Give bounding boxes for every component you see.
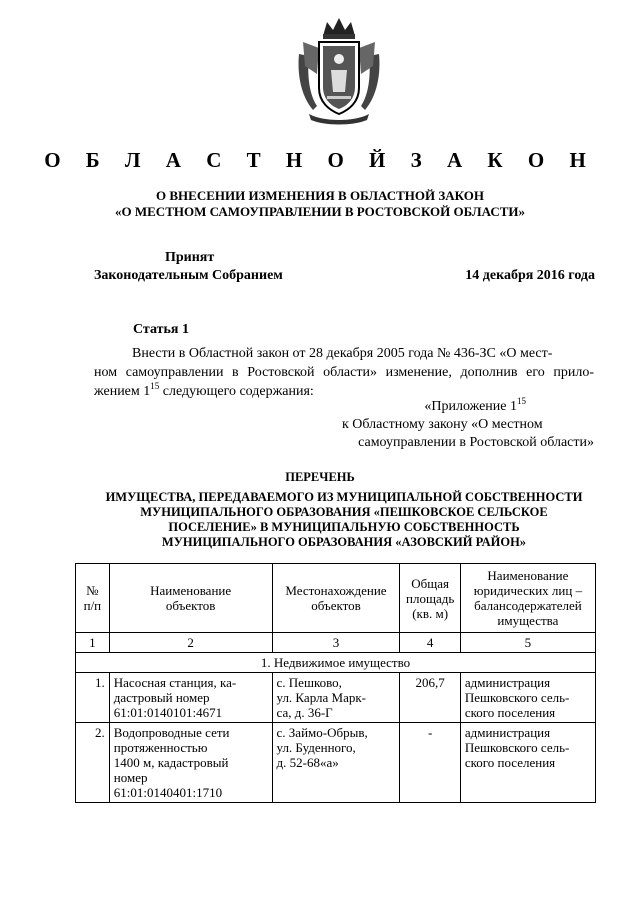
holder-cell: администрация Пешковского сель- ского поселения bbox=[460, 723, 595, 803]
area-cell: - bbox=[400, 723, 460, 803]
appendix-line: «Приложение $1^{15}$ bbox=[424, 396, 526, 414]
document-subtitle bbox=[60, 188, 580, 220]
article-line: Внести в Областной закон от 28 декабря 2005 года № 436-ЗС «О мест- bbox=[132, 346, 553, 361]
property-table bbox=[75, 563, 596, 803]
object-name-cell: Водопроводные сети протяженностью 1400 м, кадастровый номер 61:01:0140401:1710 bbox=[109, 723, 272, 803]
holder-cell: администрация Пешковского сель- ского поселения bbox=[460, 673, 595, 723]
subtitle-line: «О МЕСТНОМ САМОУПРАВЛЕНИИ В РОСТОВСКОЙ ОБЛАСТИ» bbox=[115, 204, 525, 219]
article-line: жением $1^{15}$ следующего содержания: bbox=[94, 381, 314, 399]
table-header-row bbox=[76, 564, 596, 633]
row-number: 2. bbox=[76, 723, 110, 803]
appendix-line: самоуправлении в Ростовской области» bbox=[358, 435, 594, 450]
column-numbering-row: 1 2 3 4 5 bbox=[76, 633, 596, 653]
object-name-cell: Насосная станция, ка- дастровый номер 61:01:0140101:4671 bbox=[109, 673, 272, 723]
header-number: № п/п bbox=[76, 564, 110, 633]
document-title: О Б Л А С Т Н О Й З А К О Н bbox=[44, 148, 596, 172]
section-row bbox=[76, 653, 596, 673]
header-location: Местонахождение объектов bbox=[272, 564, 400, 633]
adopted-label: Принят bbox=[165, 250, 215, 265]
header-holder: Наименование юридических лиц – балансодержателей имущества bbox=[460, 564, 595, 633]
subtitle-line: О ВНЕСЕНИИ ИЗМЕНЕНИЯ В ОБЛАСТНОЙ ЗАКОН bbox=[156, 188, 484, 203]
adopted-date: 14 декабря 2016 года bbox=[465, 268, 595, 283]
list-title: ПЕРЕЧЕНЬ bbox=[285, 470, 355, 484]
location-cell: с. Пешково, ул. Карла Марк- са, д. 36-Г bbox=[272, 673, 400, 723]
header-object-name: Наименование объектов bbox=[109, 564, 272, 633]
article-line: ном самоуправлении в Ростовской области» изменение, дополнив его прило- bbox=[94, 365, 594, 380]
adopted-by: Законодательным Собранием bbox=[94, 268, 283, 283]
article-body bbox=[94, 344, 594, 401]
area-cell: 206,7 bbox=[400, 673, 460, 723]
table-row bbox=[76, 673, 596, 723]
header-area: Общая площадь (кв. м) bbox=[400, 564, 460, 633]
list-subtitle: ИМУЩЕСТВА, ПЕРЕДАВАЕМОГО ИЗ МУНИЦИПАЛЬНОЙ СОБСТВЕННОСТИ МУНИЦИПАЛЬНОГО ОБРАЗОВАНИЯ «ПЕШКОВСКОЕ СЕЛЬСКОЕ ПОСЕЛЕНИЕ» В МУНИЦИПАЛЬНУЮ СОБСТВЕННОСТЬ МУНИЦИПАЛЬНОГО ОБРАЗОВАНИЯ «АЗОВСКИЙ РАЙОН» bbox=[105, 490, 583, 549]
appendix-reference bbox=[334, 398, 594, 452]
table-row bbox=[76, 723, 596, 803]
row-number: 1. bbox=[76, 673, 110, 723]
location-cell: с. Займо-Обрыв, ул. Буденного, д. 52-68«а» bbox=[272, 723, 400, 803]
coat-of-arms-emblem bbox=[293, 14, 385, 126]
article-title: Статья 1 bbox=[133, 322, 189, 337]
appendix-line: к Областному закону «О местном bbox=[342, 417, 543, 432]
section-label: 1. Недвижимое имущество bbox=[76, 653, 596, 673]
